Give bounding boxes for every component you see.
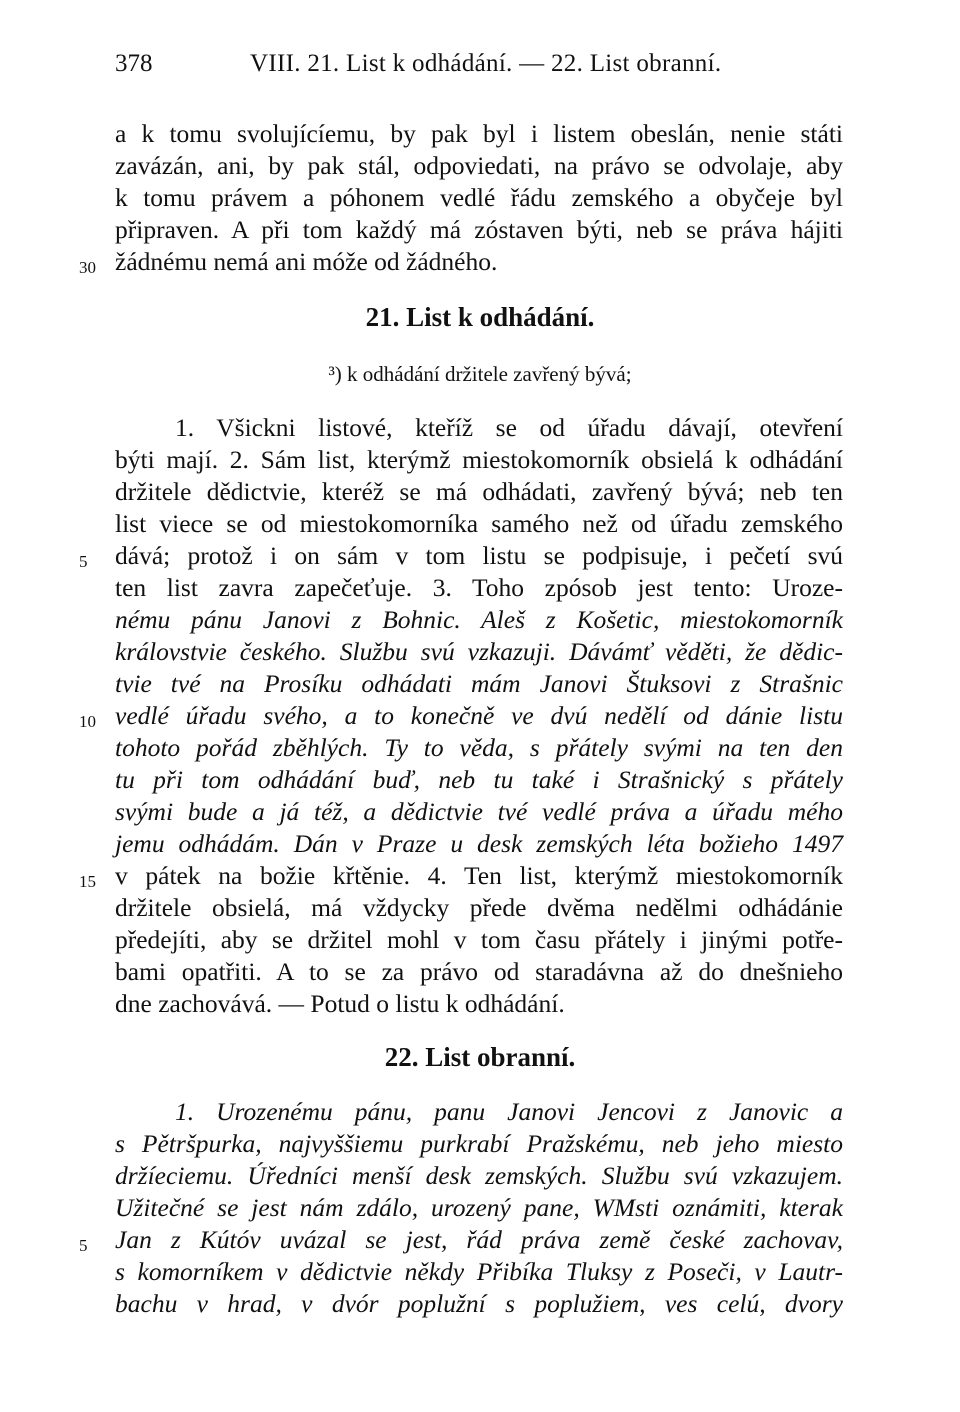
text-line: s Pětršpurka, najvyššiemu purkrabí Pražskému, neb jeho miesto [115,1129,843,1158]
text-line: bachu v hrad, v dvór poplužní s poplužiem, ves celú, dvory [115,1289,843,1318]
text-line: držitele obsielá, má vždycky přede dvěma nedělmi odhádánie [115,893,843,922]
line-number: 30 [79,258,96,277]
text-line: býti mají. 2. Sám list, kterýmž miestokomorník obsielá k odhádání [115,445,843,474]
line-number: 10 [79,712,96,731]
text-line: jemu odhádám. Dán v Praze u desk zemských léta božieho 1497 [115,829,843,858]
text-line: k tomu právem a póhonem vedlé řádu zemského a obyčeje byl [115,183,843,212]
text-line: připraven. A při tom každý má zóstaven býti, neb se práva hájiti [115,215,843,244]
text-line: svými bude a já též, a dědictvie tvé vedlé práva a úřadu mého [115,797,843,826]
text-line: 5 dává; protož i on sám v tom listu se podpisuje, i pečetí svú [115,540,843,572]
line-number: 5 [79,552,88,571]
section-21-heading: 21. List k odhádání. [365,302,595,332]
text-line: držíeciemu. Úředníci menší desk zemských. Službu svú vzkazujem. [115,1161,843,1190]
text-line: královstvie českého. Službu svú vzkazuji. Dávámť věděti, že dědic- [115,637,843,666]
text-line: s komorníkem v dědictvie někdy Přibíka Tluksy z Poseči, v Lautr- [115,1257,843,1286]
text-line: zavázán, ani, by pak stál, odpoviedati, na právo se odvolaje, aby [115,151,843,180]
text-line: 1. Urozenému pánu, panu Janovi Jencovi z Janovic a [175,1097,843,1126]
text-line: nému pánu Janovi z Bohnic. Aleš z Košetic, miestokomorník [115,605,843,634]
text-line: tohoto pořád zběhlých. Ty to věda, s přátely svými na ten den [115,733,843,762]
page-number: 378 [115,50,153,77]
text-line: tu při tom odhádání buď, neb tu také i Strašnický s přátely [115,765,843,794]
text-line: Užitečné se jest nám zdálo, urozený pane, WMsti oznámiti, kterak [115,1193,843,1222]
running-title: VIII. 21. List k odhádání. — 22. List obranní. [250,50,722,77]
text-line: předejíti, aby se držitel mohl v tom času přátely i jinými potře- [115,925,843,954]
text-line: tvie tvé na Prosíku odhádati mám Janovi Štuksovi z Strašnic [115,669,843,698]
text-line: ten list zavra zapečeťuje. 3. Toho zpósob jest tento: Uroze- [115,573,843,602]
page-header [115,50,855,90]
section-21-note: ³) k odhádání držitele zavřený bývá; [328,362,632,386]
text-line: list viece se od miestokomorníka samého než od úřadu zemského [115,509,843,538]
line-number: 15 [79,872,96,891]
text-line: 30 žádnému nemá ani móže od žádného. [115,246,843,278]
text-line: 1. Všickni listové, kteříž se od úřadu dávají, otevření [175,413,843,442]
text-line: 15 v pátek na božie křtěnie. 4. Ten list, kterýmž miestokomorník [115,860,843,892]
text-line: držitele dědictvie, kteréž se má odhádati, zavřený bývá; neb ten [115,477,843,506]
text-line: bami opatřiti. A to se za právo od staradávna až do dnešnieho [115,957,843,986]
text-line: dne zachovává. — Potud o listu k odhádání. [115,989,565,1018]
line-number: 5 [79,1236,88,1255]
section-22-heading: 22. List obranní. [384,1042,576,1072]
text-line: 10 vedlé úřadu svého, a to konečně ve dvú nedělí od dánie listu [115,700,843,732]
text-line: 5 Jan z Kútóv uvázal se jest, řád práva země české zachovav, [115,1224,843,1256]
text-line: a k tomu svolujícíemu, by pak byl i listem obeslán, nenie státi [115,119,843,148]
